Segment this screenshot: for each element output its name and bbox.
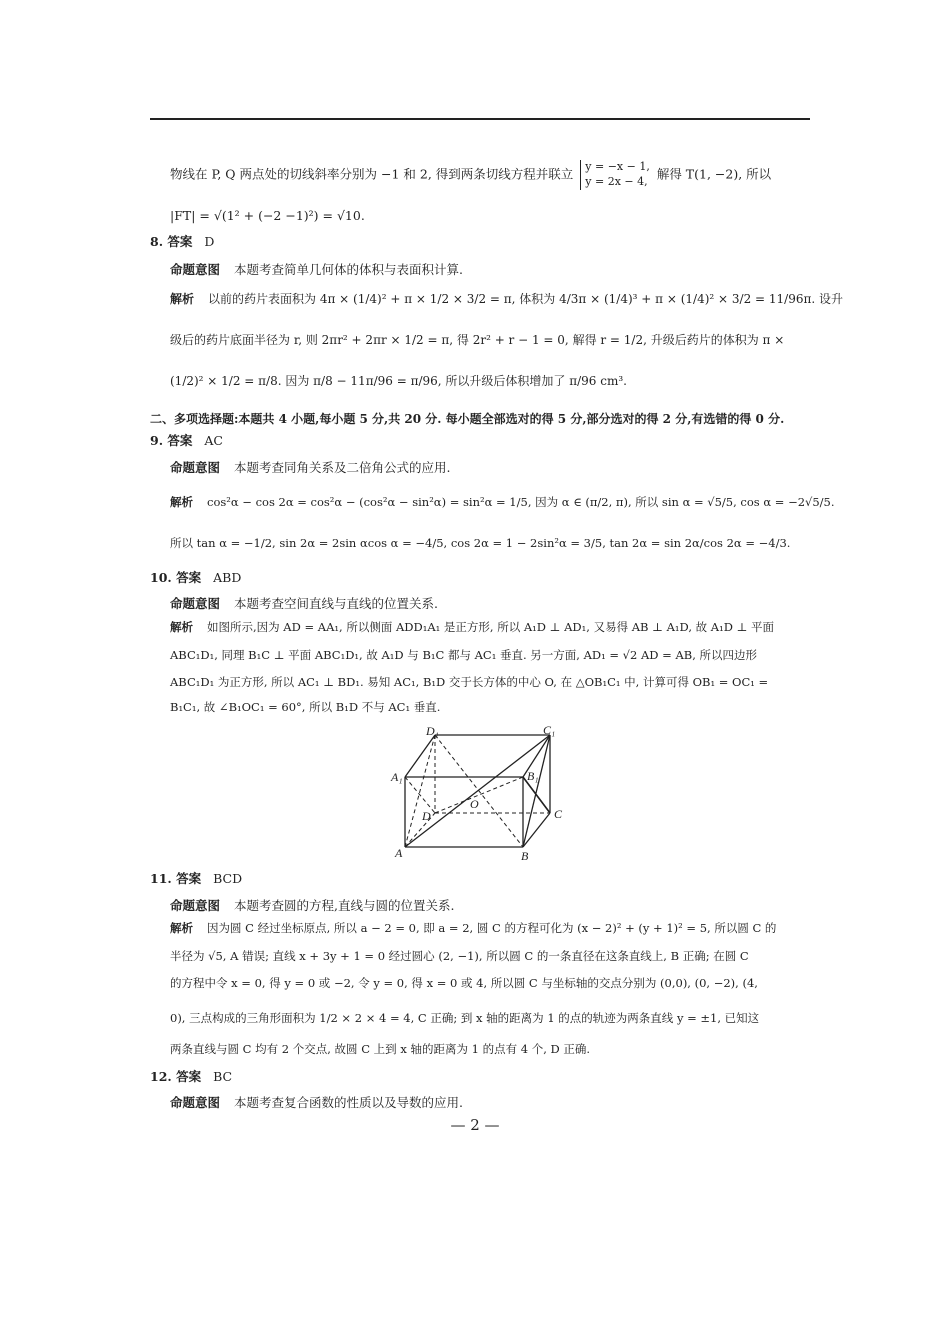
q9-answer-row: 9. 答案 AC bbox=[150, 433, 223, 448]
q11-answer: BCD bbox=[213, 871, 243, 886]
q9-intent: 命题意图 本题考查同角关系及二倍角公式的应用. bbox=[170, 460, 451, 475]
label-C: C bbox=[554, 807, 563, 821]
hidden-diagonal-D1B bbox=[435, 735, 523, 847]
q11-solution-line2: 半径为 √5, A 错误; 直线 x + 3y + 1 = 0 经过圆心 (2, −1), 所以圆 C 的一条直径在这条直线上, B 正确; 在圆 C bbox=[170, 949, 749, 963]
edge-A1D1 bbox=[405, 735, 435, 777]
q11-solution-line4: 0), 三点构成的三角形面积为 1/2 × 2 × 4 = 4, C 正确; 到 x 轴的距离为 1 的点的轨迹为两条直线 y = ±1, 已知这 bbox=[170, 1011, 760, 1025]
label-B1: B₁ bbox=[527, 769, 539, 783]
q7-continuation-line2: |FT| = √(1² + (−2 −1)²) = √10. bbox=[170, 208, 365, 223]
label-B: B bbox=[521, 849, 529, 863]
label-D1: D₁ bbox=[426, 725, 439, 738]
q12-answer-row: 12. 答案 BC bbox=[150, 1069, 233, 1084]
q11-solution-line1: 解析 因为圆 C 经过坐标原点, 所以 a − 2 = 0, 即 a = 2, 圆 C 的方程可化为 (x − 2)² + (y + 1)² = 5, 所以圆 C 的 bbox=[170, 921, 777, 935]
diagonal-AC1 bbox=[405, 735, 550, 847]
q8-solution-line3: (1/2)² × 1/2 = π/8. 因为 π/8 − 11π/96 = π/96, 所以升级后体积增加了 π/96 cm³. bbox=[170, 374, 627, 388]
q11-solution-line5: 两条直线与圆 C 均有 2 个交点, 故圆 C 上到 x 轴的距离为 1 的点有 4 个, D 正确. bbox=[170, 1042, 591, 1056]
q10-answer-row: 10. 答案 ABD bbox=[150, 570, 242, 585]
q11-intent: 命题意图 本题考查圆的方程,直线与圆的位置关系. bbox=[170, 898, 455, 913]
q10-solution-line1: 解析 如图所示,因为 AD = AA₁, 所以侧面 ADD₁A₁ 是正方形, 所以 A₁D ⊥ AD₁, 又易得 AB ⊥ A₁D, 故 A₁D ⊥ 平面 bbox=[170, 620, 775, 634]
label-O: O bbox=[470, 797, 479, 811]
hidden-diagonal-A1D bbox=[405, 777, 435, 813]
q9-solution-line2: 所以 tan α = −1/2, sin 2α = 2sin αcos α = −4/5, cos 2α = 1 − 2sin²α = 3/5, tan 2α = sin 2α/cos 2α = −4/3. bbox=[170, 536, 791, 550]
q12-answer: BC bbox=[213, 1069, 233, 1084]
q11-answer-row: 11. 答案 BCD bbox=[150, 871, 243, 886]
q8-solution-line1: 解析 以前的药片表面积为 4π × (1/4)² + π × 1/2 × 3/2 = π, 体积为 4/3π × (1/4)³ + π × (1/4)² × 3/2 = 11/96π. 设升 bbox=[170, 292, 843, 306]
q12-intent: 命题意图 本题考查复合函数的性质以及导数的应用. bbox=[170, 1095, 463, 1110]
q10-answer: ABD bbox=[213, 570, 242, 585]
page-number: — 2 — bbox=[450, 1116, 500, 1134]
q8-answer-row: 8. 答案 D bbox=[150, 234, 215, 249]
q10-intent: 命题意图 本题考查空间直线与直线的位置关系. bbox=[170, 596, 438, 611]
hidden-diagonal-DB1 bbox=[435, 777, 523, 813]
q9-answer: AC bbox=[204, 433, 223, 448]
q8-solution-line2: 级后的药片底面半径为 r, 则 2πr² + 2πr × 1/2 = π, 得 2r² + r − 1 = 0, 解得 r = 1/2, 升级后药片的体积为 π × bbox=[170, 333, 785, 347]
q10-solution-line4: B₁C₁, 故 ∠B₁OC₁ = 60°, 所以 B₁D 不与 AC₁ 垂直. bbox=[170, 700, 441, 714]
cuboid-figure bbox=[390, 725, 580, 865]
equation-system: y = −x − 1, y = 2x − 4, bbox=[580, 160, 650, 190]
label-D: D bbox=[422, 809, 431, 823]
q10-solution-line2: ABC₁D₁, 同理 B₁C ⊥ 平面 ABC₁D₁, 故 A₁D 与 B₁C 都与 AC₁ 垂直. 另一方面, AD₁ = √2 AD = AB, 所以四边形 bbox=[170, 648, 758, 662]
label-C1: C₁ bbox=[543, 725, 556, 737]
q9-solution-line1: 解析 cos²α − cos 2α = cos²α − (cos²α − sin²α) = sin²α = 1/5, 因为 α ∈ (π/2, π), 所以 sin α = √5/5, cos α = −2√5/5. bbox=[170, 495, 835, 509]
label-A1: A₁ bbox=[391, 770, 403, 784]
q7-continuation-line1: 物线在 P, Q 两点处的切线斜率分别为 −1 和 2, 得到两条切线方程并联立 y = −x − 1, y = 2x − 4, 解得 T(1, −2), 所以 bbox=[170, 160, 772, 188]
header-rule bbox=[150, 118, 810, 120]
q11-solution-line3: 的方程中令 x = 0, 得 y = 0 或 −2, 令 y = 0, 得 x = 0 或 4, 所以圆 C 与坐标轴的交点分别为 (0,0), (0, −2), (4, bbox=[170, 976, 758, 990]
q8-answer: D bbox=[204, 234, 215, 249]
section-heading: 二、多项选择题:本题共 4 小题,每小题 5 分,共 20 分. 每小题全部选对的得 5 分,部分选对的得 2 分,有选错的得 0 分. bbox=[150, 412, 785, 426]
label-A: A bbox=[395, 846, 403, 860]
q10-solution-line3: ABC₁D₁ 为正方形, 所以 AC₁ ⊥ BD₁. 易知 AC₁, B₁D 交于长方体的中心 O, 在 △OB₁C₁ 中, 计算可得 OB₁ = OC₁ = bbox=[170, 675, 769, 689]
q8-intent: 命题意图 本题考查简单几何体的体积与表面积计算. bbox=[170, 262, 463, 277]
